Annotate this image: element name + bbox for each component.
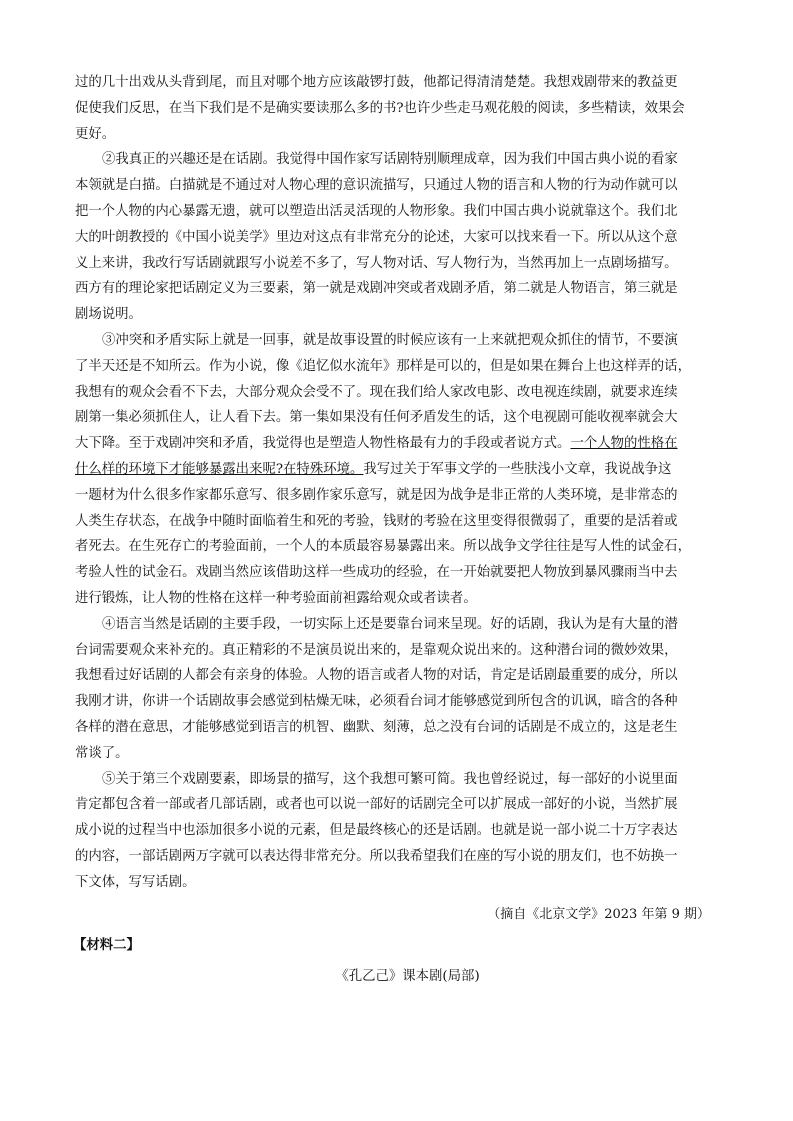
play-title: 《孔乙己》课本剧(局部)	[335, 968, 480, 984]
text-line: 义上来讲，我改行写话剧就跟写小说差不多了，写人物对话、写人物行为，当然再加上一点剧场描写。	[75, 255, 678, 271]
paragraph-4	[75, 612, 720, 767]
text-line: 人类生存状态，在战争中随时面临着生和死的考验，钱财的考验在这里变得很微弱了，重要的是活着或	[75, 513, 678, 529]
text-line: 剧场说明。	[75, 307, 142, 323]
paragraph-5	[75, 767, 720, 896]
text-line: 台词需要观众来补充的。真正精彩的不是演员说出来的，是靠观众说出来的。这种潜台词的微妙效果，	[75, 642, 678, 658]
text-line: 西方有的理论家把话剧定义为三要素，第一就是戏剧冲突或者戏剧矛盾，第二就是人物语言，第三就是	[75, 281, 678, 297]
text-line: 常谈了。	[75, 745, 129, 761]
text-line: 一题材为什么很多作家都乐意写、很多剧作家乐意写，就是因为战争是非正常的人类环境，是非常态的	[75, 487, 678, 503]
material-heading: 【材料二】	[73, 936, 140, 953]
text-line: 把一个人物的内心暴露无遗，就可以塑造出活灵活现的人物形象。我们中国古典小说就靠这个。我们北	[75, 203, 678, 219]
source-citation: （摘自《北京文学》2023 年第 9 期）	[487, 906, 710, 922]
document-page	[75, 70, 720, 992]
text-line: 的内容，一部话剧两万字就可以表达得非常充分。所以我希望我们在座的写小说的朋友们，也不妨换一	[75, 848, 678, 864]
paragraph-2	[75, 147, 720, 328]
text-segment: 大下降。至于戏剧冲突和矛盾，我觉得也是塑造人物性格最有力的手段或者说方式。	[75, 436, 571, 452]
text-line: 本领就是白描。白描就是不通过对人物心理的意识流描写，只通过人物的语言和人物的行为动作就可以	[75, 178, 678, 194]
text-line: 我想看过好话剧的人都会有亲身的体验。人物的语言或者人物的对话，肯定是话剧最重要的成分，所以	[75, 668, 678, 684]
text-line: 剧第一集必须抓住人，让人看下去。第一集如果没有任何矛盾发生的话，这个电视剧可能收视率就会大	[75, 410, 678, 426]
text-line: 者死去。在生死存亡的考验面前，一个人的本质最容易暴露出来。所以战争文学往往是写人性的试金石，	[75, 539, 691, 555]
text-line	[75, 457, 720, 483]
underlined-sentence-part-1: 一个人物的性格在	[570, 436, 678, 452]
text-segment: 我写过关于军事文学的一些肤浅小文章，我说战争这	[363, 461, 672, 477]
underlined-sentence-part-2: 什么样的环境下才能够暴露出来呢?在特殊环境。	[75, 461, 364, 477]
text-line: 我想有的观众会看不下去，大部分观众会受不了。现在我们给人家改电影、改电视连续剧，就要求连续	[75, 384, 678, 400]
text-line: ⑤关于第三个戏剧要素，即场景的描写，这个我想可繁可简。我也曾经说过，每一部好的小说里面	[102, 771, 678, 787]
text-line: 过的几十出戏从头背到尾，而且对哪个地方应该敲锣打鼓，他都记得清清楚楚。我想戏剧带来的教益更	[75, 75, 678, 90]
text-line: 各样的潜在意思，才能够感觉到语言的机智、幽默、刻薄，总之没有台词的话剧是不成立的，这是老生	[75, 719, 678, 735]
text-line: 成小说的过程当中也添加很多小说的元素，但是最终核心的还是话剧。也就是说一部小说二十万字表达	[75, 823, 678, 839]
text-line: 更好。	[75, 126, 116, 142]
text-line: 大的叶朗教授的《中国小说美学》里边对这点有非常充分的论述，大家可以找来看一下。所以从这个意	[75, 229, 678, 245]
text-line: 考验人性的试金石。戏剧当然应该借助这样一些成功的经验，在一开始就要把人物放到暴风骤雨当中去	[75, 565, 678, 581]
text-line: ③冲突和矛盾实际上就是一回事，就是故事设置的时候应该有一上来就把观众抓住的情节，不要演	[102, 332, 678, 348]
paragraph-3	[75, 328, 720, 612]
text-line: 下文体，写写话剧。	[75, 874, 196, 890]
text-line	[75, 431, 720, 457]
paragraph-continued	[75, 70, 720, 147]
text-line: 进行锻炼，让人物的性格在这样一种考验面前袒露给观众或者读者。	[75, 590, 477, 606]
text-line: 促使我们反思，在当下我们是不是确实要读那么多的书?也许少些走马观花般的阅读，多些精读，效果会	[75, 100, 685, 116]
text-line: ④语言当然是话剧的主要手段，一切实际上还是要靠台词来呈现。好的话剧，我认为是有大量的潜	[102, 616, 678, 632]
text-line: 了半天还是不知所云。作为小说，像《追忆似水流年》那样是可以的，但是如果在舞台上也这样弄的话，	[75, 358, 691, 374]
text-line: 我刚才讲，你讲一个话剧故事会感觉到枯燥无味，必须看台词才能够感觉到所包含的讥讽，暗含的各种	[75, 694, 678, 710]
text-line: 肯定都包含着一部或者几部话剧，或者也可以说一部好的话剧完全可以扩展成一部好的小说，当然扩展	[75, 797, 678, 813]
text-line: ②我真正的兴趣还是在话剧。我觉得中国作家写话剧特别顺理成章，因为我们中国古典小说的看家	[102, 152, 678, 168]
